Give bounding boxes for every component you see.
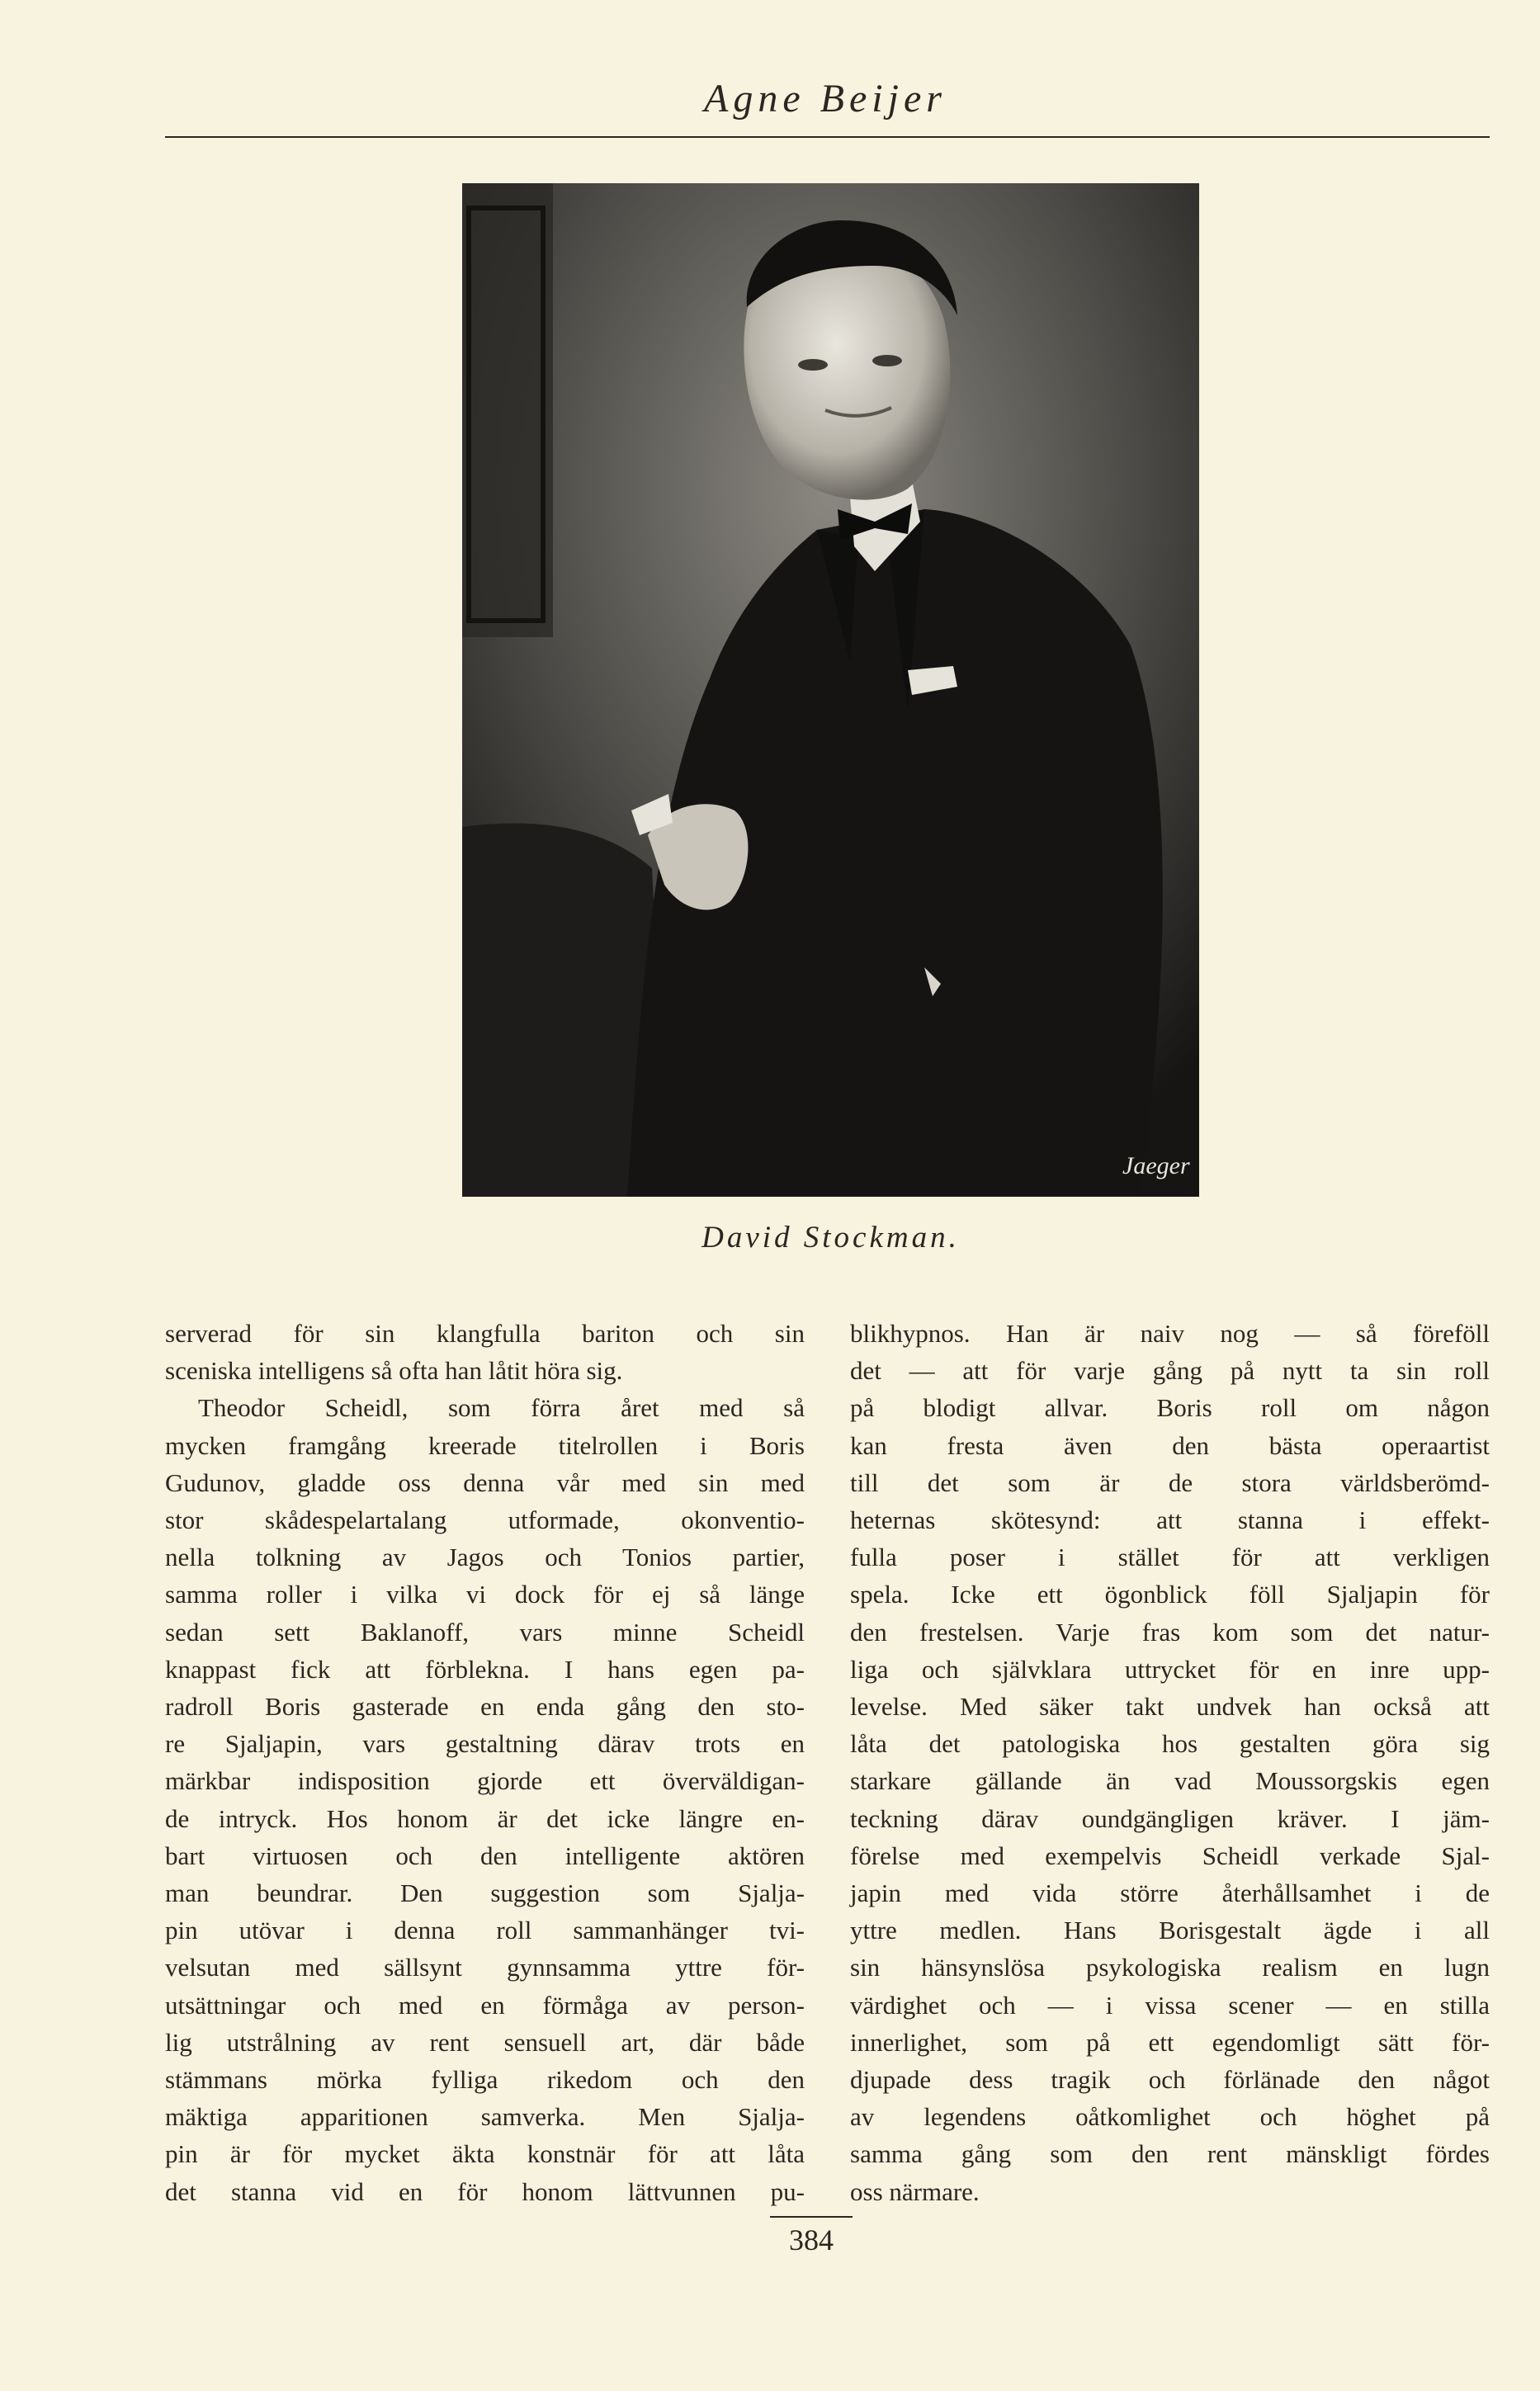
header-rule <box>165 136 1490 138</box>
text-line: velsutan med sällsynt gynnsamma yttre för- <box>165 1953 805 1982</box>
text-line: yttre medlen. Hans Borisgestalt ägde i all <box>850 1916 1490 1945</box>
photo-signature: Jaeger <box>1122 1152 1190 1179</box>
text-line: re Sjaljapin, vars gestaltning därav trots en <box>165 1729 805 1759</box>
text-line: Theodor Scheidl, som förra året med så <box>198 1393 805 1423</box>
text-line: sin hänsynslösa psykologiska realism en lugn <box>850 1953 1490 1982</box>
text-line: pin är för mycket äkta konstnär för att låta <box>165 2139 805 2169</box>
figure-caption: David Stockman. <box>702 1221 960 1255</box>
text-line: sceniska intelligens så ofta han låtit höra sig. <box>165 1356 623 1386</box>
text-line: märkbar indisposition gjorde ett överväldigan- <box>165 1766 805 1796</box>
text-line: heternas skötesynd: att stanna i effekt- <box>850 1505 1490 1535</box>
text-line: bart virtuosen och den intelligente aktören <box>165 1841 805 1870</box>
text-line: djupade dess tragik och förlänade den något <box>850 2065 1490 2095</box>
text-line: kan fresta även den bästa operaartist <box>850 1430 1490 1460</box>
text-line: spela. Icke ett ögonblick föll Sjaljapin för <box>850 1580 1490 1609</box>
text-line: stämmans mörka fylliga rikedom och den <box>165 2065 805 2095</box>
text-line: radroll Boris gasterade en enda gång den sto- <box>165 1692 805 1722</box>
text-line: av legendens oåtkomlighet och höghet på <box>850 2102 1490 2132</box>
text-line: det — att för varje gång på nytt ta sin roll <box>850 1356 1490 1386</box>
text-line: till det som är de stora världsberömd- <box>850 1467 1490 1497</box>
text-line: blikhypnos. Han är naiv nog — så föreföll <box>850 1319 1490 1348</box>
running-head: Agne Beijer <box>704 77 947 120</box>
text-line: det stanna vid en för honom lättvunnen pu- <box>165 2176 805 2206</box>
text-line: oss närmare. <box>850 2176 980 2206</box>
text-line: mycken framgång kreerade titelrollen i Boris <box>165 1430 805 1460</box>
body-column-left <box>165 1315 805 2210</box>
text-line: förelse med exempelvis Scheidl verkade Sjal- <box>850 1841 1490 1870</box>
text-line: på blodigt allvar. Boris roll om någon <box>850 1393 1490 1423</box>
text-line: de intryck. Hos honom är det icke längre en- <box>165 1803 805 1833</box>
text-line: innerlighet, som på ett egendomligt sätt för- <box>850 2027 1490 2057</box>
text-line: teckning därav oundgängligen kräver. I jäm- <box>850 1803 1490 1833</box>
text-line: pin utövar i denna roll sammanhänger tvi- <box>165 1916 805 1945</box>
body-column-right <box>850 1315 1490 2210</box>
text-line: japin med vida större återhållsamhet i de <box>850 1878 1490 1908</box>
text-line: fulla poser i stället för att verkligen <box>850 1543 1490 1572</box>
text-line: samma roller i vilka vi dock för ej så länge <box>165 1580 805 1609</box>
text-line: mäktiga apparitionen samverka. Men Sjalja- <box>165 2102 805 2132</box>
text-line: knappast fick att förblekna. I hans egen pa- <box>165 1654 805 1684</box>
text-line: starkare gällande än vad Moussorgskis egen <box>850 1766 1490 1796</box>
page-number: 384 <box>770 2216 853 2257</box>
text-line: utsättningar och med en förmåga av person- <box>165 1990 805 2020</box>
text-line: levelse. Med säker takt undvek han också att <box>850 1692 1490 1722</box>
text-line: serverad för sin klangfulla bariton och sin <box>165 1319 805 1348</box>
text-line: lig utstrålning av rent sensuell art, där både <box>165 2027 805 2057</box>
text-line: nella tolkning av Jagos och Tonios partier, <box>165 1543 805 1572</box>
text-line: den frestelsen. Varje fras kom som det natur- <box>850 1617 1490 1647</box>
text-line: värdighet och — i vissa scener — en stilla <box>850 1990 1490 2020</box>
portrait-photo <box>462 183 1199 1197</box>
text-line: liga och självklara uttrycket för en inre upp- <box>850 1654 1490 1684</box>
text-line: stor skådespelartalang utformade, okonventio- <box>165 1505 805 1535</box>
text-line: samma gång som den rent mänskligt fördes <box>850 2139 1490 2169</box>
text-line: låta det patologiska hos gestalten göra sig <box>850 1729 1490 1759</box>
text-line: man beundrar. Den suggestion som Sjalja- <box>165 1878 805 1908</box>
text-line: sedan sett Baklanoff, vars minne Scheidl <box>165 1617 805 1647</box>
text-line: Gudunov, gladde oss denna vår med sin med <box>165 1467 805 1497</box>
